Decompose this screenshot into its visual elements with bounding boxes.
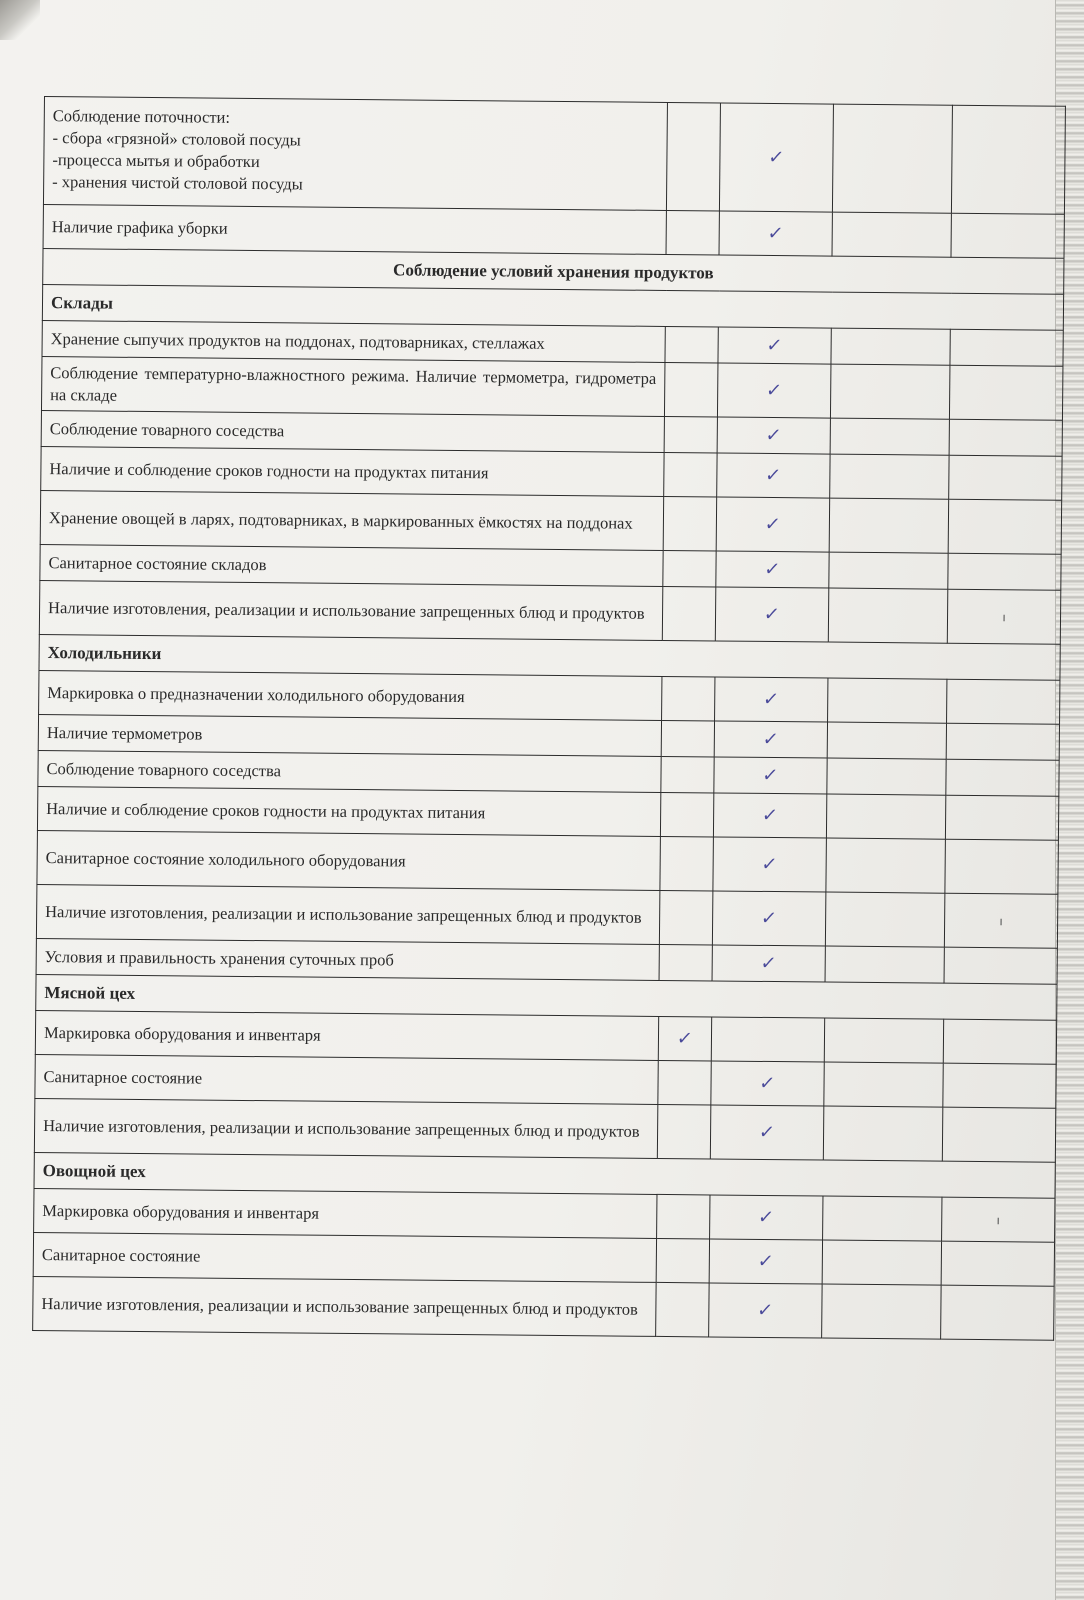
cell-yes — [666, 102, 720, 211]
cell-note — [943, 1063, 1056, 1108]
cell-no — [711, 1017, 824, 1062]
checklist-table — [32, 96, 1066, 1341]
cell-no — [716, 551, 829, 588]
row-label: Наличие и соблюдение сроков годности на продуктах питания — [37, 786, 660, 836]
cell-na — [823, 1196, 942, 1241]
cell-note — [944, 893, 1058, 948]
cell-na — [830, 418, 949, 455]
row-label: Маркировка о предназначении холодильного оборудования — [39, 670, 662, 720]
cell-yes — [657, 1104, 711, 1159]
row-label: Условия и правильность хранения суточных проб — [36, 938, 659, 980]
cell-no — [711, 1061, 824, 1106]
cell-no — [709, 1239, 822, 1284]
check-mark-icon: ✓ — [763, 513, 783, 535]
check-mark-icon: ✓ — [759, 952, 778, 974]
row-label: Наличие термометров — [38, 714, 661, 756]
flow-line: -процесса мытья и обработки — [52, 150, 260, 172]
cell-note — [946, 723, 1059, 760]
cell-note — [947, 679, 1060, 724]
cell-no — [709, 1283, 823, 1338]
cell-no — [712, 945, 825, 982]
check-mark-icon: ✓ — [761, 728, 781, 750]
cell-note — [942, 1107, 1056, 1162]
table-row — [34, 1098, 1055, 1162]
cell-note — [945, 795, 1058, 840]
cell-yes — [664, 362, 718, 417]
cell-yes — [661, 756, 714, 793]
check-mark-icon: ✓ — [763, 558, 782, 580]
subsection-title: Склады — [42, 284, 1063, 330]
cell-na — [829, 552, 948, 589]
cell-yes — [656, 1238, 709, 1283]
cell-yes — [661, 720, 714, 757]
flow-line: - хранения чистой столовой посуды — [52, 172, 303, 194]
cell-yes — [664, 416, 717, 453]
cell-no — [712, 891, 826, 946]
row-label: Наличие графика уборки — [43, 204, 666, 254]
row-label: Наличие изготовления, реализации и использование запрещенных блюд и продуктов — [33, 1276, 656, 1336]
row-label: Санитарное состояние — [35, 1054, 658, 1104]
cell-na — [822, 1240, 941, 1285]
cell-na — [830, 454, 949, 499]
row-label: Хранение сыпучих продуктов на поддонах, подтоварниках, стеллажах — [42, 320, 665, 362]
cell-note — [950, 329, 1063, 366]
check-mark-icon: ✓ — [761, 804, 780, 826]
cell-no — [715, 677, 828, 722]
table-row — [33, 1276, 1054, 1340]
table-row — [41, 356, 1062, 420]
cell-note — [945, 839, 1059, 894]
row-label: Наличие изготовления, реализации и использование запрещенных блюд и продуктов — [39, 580, 662, 640]
row-label: Хранение овощей в ларях, подтоварниках, в маркированных ёмкостях на поддонах — [40, 490, 663, 550]
check-mark-icon: ✓ — [765, 334, 784, 356]
cell-note — [951, 213, 1064, 258]
cell-note — [948, 553, 1061, 590]
row-label: Наличие изготовления, реализации и использование запрещенных блюд и продуктов — [36, 884, 659, 944]
cell-yes — [665, 326, 718, 363]
check-mark-icon: ✓ — [756, 1250, 776, 1272]
cell-yes — [666, 210, 719, 255]
cell-yes — [659, 944, 712, 981]
cell-yes — [662, 586, 716, 641]
cell-note — [946, 759, 1059, 796]
cell-na — [822, 1284, 942, 1339]
row-label: Наличие изготовления, реализации и использование запрещенных блюд и продуктов — [34, 1098, 657, 1158]
cell-na — [823, 1106, 943, 1161]
cell-yes — [657, 1194, 710, 1239]
cell-note — [941, 1241, 1054, 1286]
cell-no — [718, 327, 831, 364]
cell-na — [832, 212, 951, 257]
row-label: Маркировка оборудования и инвентаря — [34, 1188, 657, 1238]
flow-title: Соблюдение поточности: — [52, 106, 231, 127]
stroke-mark-icon: ı — [999, 914, 1003, 929]
cell-yes — [656, 1282, 710, 1337]
subsection-title: Холодильники — [39, 634, 1060, 680]
page-shadow — [0, 0, 40, 40]
row-label: Санитарное состояние холодильного оборудования — [37, 830, 660, 890]
cell-no — [716, 497, 830, 552]
check-mark-icon: ✓ — [757, 1206, 776, 1228]
cell-na — [828, 588, 948, 643]
cell-note — [941, 1285, 1055, 1340]
cell-yes — [662, 676, 715, 721]
subsection-title: Мясной цех — [36, 974, 1057, 1020]
cell-na — [829, 498, 949, 553]
cell-na — [830, 364, 950, 419]
cell-na — [825, 892, 945, 947]
cell-note — [943, 1019, 1056, 1064]
cell-na — [832, 104, 952, 213]
cell-na — [827, 758, 946, 795]
cell-note — [949, 365, 1063, 420]
cell-note — [942, 1197, 1055, 1242]
cell-no — [719, 211, 832, 256]
cell-yes — [659, 890, 713, 945]
cell-note — [949, 455, 1062, 500]
cell-note — [944, 947, 1057, 984]
check-mark-icon: ✓ — [756, 1299, 775, 1321]
cell-no — [715, 587, 829, 642]
row-label: Наличие и соблюдение сроков годности на продуктах питания — [41, 446, 664, 496]
check-mark-icon: ✓ — [675, 1027, 695, 1049]
cell-yes — [660, 792, 713, 837]
cell-note — [948, 499, 1062, 554]
check-mark-icon: ✓ — [767, 146, 786, 168]
cell-yes — [663, 550, 716, 587]
table-row — [36, 884, 1057, 948]
check-mark-icon: ✓ — [758, 1121, 777, 1143]
cell-yes — [660, 836, 714, 891]
inspection-checklist — [32, 96, 1054, 1341]
cell-no — [710, 1105, 824, 1160]
row-label: Соблюдение товарного соседства — [38, 750, 661, 792]
row-label: Маркировка оборудования и инвентаря — [35, 1010, 658, 1060]
cell-no — [713, 837, 827, 892]
row-label: Соблюдение товарного соседства — [41, 410, 664, 452]
cell-na — [827, 722, 946, 759]
row-label: Санитарное состояние складов — [40, 544, 663, 586]
cell-no — [710, 1195, 823, 1240]
row-label — [43, 97, 667, 211]
section-title: Соблюдение условий хранения продуктов — [43, 248, 1064, 294]
check-mark-icon: ✓ — [760, 907, 779, 929]
check-mark-icon: ✓ — [764, 424, 783, 446]
check-mark-icon: ✓ — [765, 379, 784, 401]
cell-note — [947, 589, 1061, 644]
table-row — [37, 830, 1058, 894]
cell-no — [713, 793, 826, 838]
subsection-title: Овощной цех — [34, 1152, 1055, 1198]
cell-na — [828, 678, 947, 723]
cell-na — [825, 946, 944, 983]
stroke-mark-icon: ı — [1002, 610, 1006, 625]
cell-yes — [663, 496, 717, 551]
row-label: Соблюдение температурно-влажностного режима. Наличие термометра, гидрометра на складе — [41, 356, 664, 416]
table-row — [43, 97, 1065, 215]
table-row — [39, 580, 1060, 644]
check-mark-icon: ✓ — [761, 764, 780, 786]
check-mark-icon: ✓ — [766, 222, 785, 244]
cell-na — [824, 1062, 943, 1107]
cell-no — [714, 721, 827, 758]
cell-na — [831, 328, 950, 365]
cell-na — [824, 1018, 943, 1063]
table-row — [40, 490, 1061, 554]
cell-no — [714, 757, 827, 794]
cell-no — [717, 363, 831, 418]
cell-yes — [658, 1060, 711, 1105]
cell-no — [717, 417, 830, 454]
cell-na — [826, 838, 946, 893]
cell-na — [826, 794, 945, 839]
cell-note — [949, 419, 1062, 456]
cell-yes — [664, 452, 717, 497]
cell-no — [717, 453, 830, 498]
cell-no — [719, 103, 833, 212]
check-mark-icon: ✓ — [762, 688, 781, 710]
flow-line: - сбора «грязной» столовой посуды — [52, 128, 301, 150]
check-mark-icon: ✓ — [758, 1072, 777, 1094]
check-mark-icon: ✓ — [763, 603, 782, 625]
cell-note — [951, 105, 1065, 214]
check-mark-icon: ✓ — [764, 464, 783, 486]
row-label: Санитарное состояние — [33, 1232, 656, 1282]
cell-yes — [658, 1016, 711, 1061]
stroke-mark-icon: ı — [996, 1213, 1000, 1228]
check-mark-icon: ✓ — [760, 853, 779, 875]
